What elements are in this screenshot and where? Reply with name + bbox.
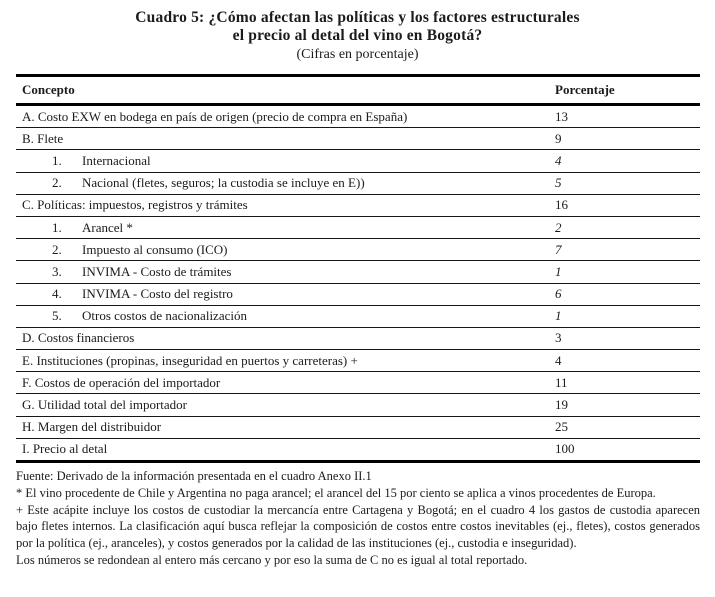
row-number: 2. [52, 175, 62, 191]
row-number: 2. [52, 241, 62, 257]
footnote-source: Fuente: Derivado de la información presentada en el cuadro Anexo II.1 [16, 469, 372, 483]
row-value: 11 [555, 374, 568, 390]
row-label-text: Arancel * [82, 219, 133, 235]
row-value: 4 [555, 152, 562, 168]
row-label [16, 308, 555, 324]
row-value: 9 [555, 130, 562, 146]
table-row [16, 217, 700, 239]
row-number: 1. [52, 152, 62, 168]
row-label: G. Utilidad total del importador [22, 397, 187, 413]
row-value: 4 [555, 352, 562, 368]
row-value: 6 [555, 286, 562, 302]
row-label [16, 220, 555, 236]
row-value: 19 [555, 397, 568, 413]
title-line-2: el precio al detal del vino en Bogotá? [232, 27, 483, 44]
row-label: B. Flete [22, 130, 64, 146]
title-line-1: Cuadro 5: ¿Cómo afectan las políticas y los factores estructurales [135, 9, 580, 26]
row-label: H. Margen del distribuidor [22, 419, 162, 435]
row-label: C. Políticas: impuestos, registros y trámites [22, 197, 248, 213]
footnote-asterisk: * El vino procedente de Chile y Argentina no paga arancel; el arancel del 15 por ciento se aplica a vinos procedentes de Europa. [16, 485, 656, 500]
row-label-text: INVIMA - Costo de trámites [82, 263, 232, 279]
row-label [16, 175, 555, 191]
row-number: 1. [52, 219, 62, 235]
row-value: 5 [555, 175, 562, 191]
table-row [16, 394, 700, 416]
row-label-text: Nacional (fletes, seguros; la custodia se incluye en E)) [82, 175, 365, 191]
row-label-text: Internacional [82, 152, 151, 168]
table-row [16, 350, 700, 372]
row-label-text: Impuesto al consumo (ICO) [82, 241, 228, 257]
footnote-plus: + Este acápite incluye los costos de custodiar la mercancía entre Cartagena y Bogotá; en el cuadro 4 los gastos de custodia aparecen bajo fletes internos. La clasificación aquí busca reflejar la composición de costos entre costos inevitables (ej., fletes), costos generados por la política (ej., aranceles), y costos generados por la calidad de las instituciones (ej., custodia e inseguridad). [16, 502, 700, 551]
row-label-text: INVIMA - Costo del registro [82, 286, 233, 302]
row-number: 5. [52, 308, 62, 324]
row-number: 4. [52, 286, 62, 302]
header-porcentaje: Porcentaje [555, 82, 615, 97]
table-row [16, 195, 700, 217]
row-value: 3 [555, 330, 562, 346]
row-value: 7 [555, 241, 562, 257]
row-label: A. Costo EXW en bodega en país de origen (precio de compra en España) [22, 108, 408, 124]
table-row [16, 150, 700, 172]
table-row [16, 417, 700, 439]
table-row [16, 439, 700, 463]
row-label-text: Otros costos de nacionalización [82, 308, 247, 324]
row-value: 2 [555, 219, 562, 235]
table-row [16, 173, 700, 195]
row-label [16, 264, 555, 280]
table-title [0, 0, 715, 63]
data-table [16, 74, 700, 463]
row-label: E. Instituciones (propinas, inseguridad en puertos y carreteras) + [22, 352, 358, 368]
row-label [16, 153, 555, 169]
row-value: 100 [555, 441, 575, 457]
row-number: 3. [52, 263, 62, 279]
row-label: I. Precio al detal [22, 441, 108, 457]
row-value: 1 [555, 308, 562, 324]
header-concepto: Concepto [22, 82, 75, 97]
footnote-rounding: Los números se redondean al entero más cercano y por eso la suma de C no es igual al total reportado. [16, 552, 528, 567]
row-value: 16 [555, 197, 568, 213]
table-row [16, 261, 700, 283]
row-value: 13 [555, 108, 568, 124]
table-header-row [16, 77, 700, 106]
table-row [16, 306, 700, 328]
table-row [16, 239, 700, 261]
row-label: F. Costos de operación del importador [22, 374, 221, 390]
row-label: D. Costos financieros [22, 330, 135, 346]
table-row [16, 106, 700, 128]
title-units: (Cifras en porcentaje) [296, 47, 419, 62]
table-row [16, 372, 700, 394]
footnotes-block [16, 468, 700, 569]
table-row [16, 128, 700, 150]
table-row [16, 284, 700, 306]
table-row [16, 328, 700, 350]
row-value: 25 [555, 419, 568, 435]
row-label [16, 242, 555, 258]
row-label [16, 286, 555, 302]
row-value: 1 [555, 263, 562, 279]
